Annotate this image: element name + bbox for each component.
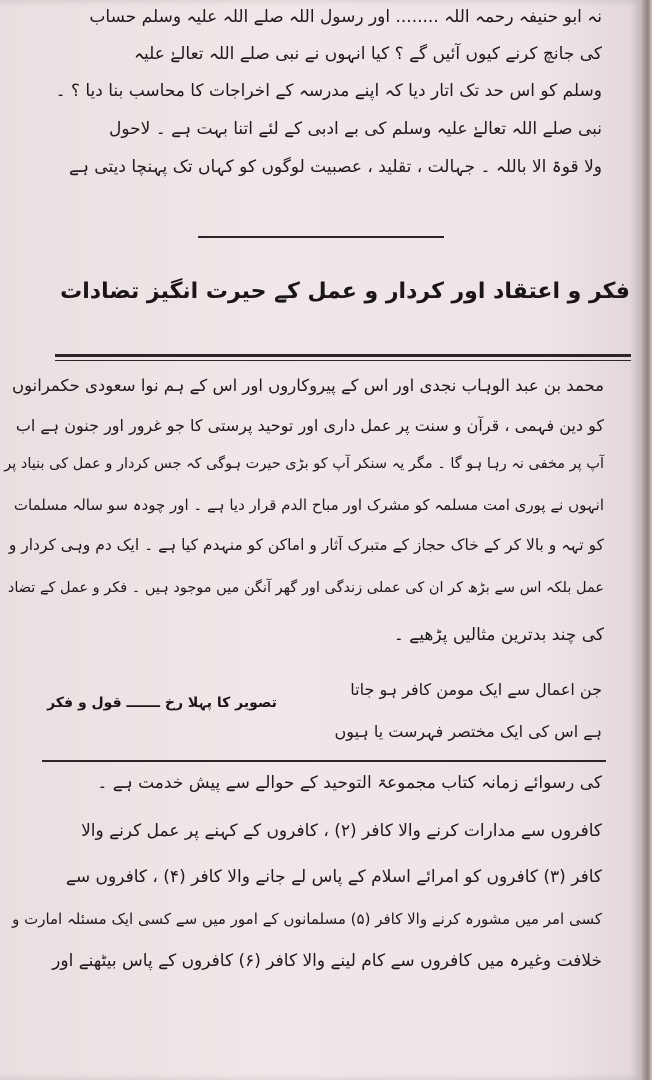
page-edge <box>642 0 652 1080</box>
subheading: تصویر کا پہلا رخ ـــــــ قول و فکر <box>47 695 277 711</box>
intro-line: نہ ابو حنیفہ رحمہ اللہ ........ اور رسول اللہ صلے اللہ علیہ وسلم حساب <box>89 7 602 27</box>
body-line: انہوں نے پوری امت مسلمہ کو مشرک اور مباح الدم قرار دیا ہے ۔ اور چودہ سو سالہ مسلمات <box>13 496 604 514</box>
body-line: کی چند بدترین مثالیں پڑھیے ۔ <box>393 625 604 645</box>
body-line: محمد بن عبد الوہاب نجدی اور اس کے پیروکاروں اور اس کے ہم نوا سعودی حکمرانوں <box>12 376 604 395</box>
title-underline-thin <box>55 360 631 361</box>
body-line: کو تہہ و بالا کر کے خاک حجاز کے متبرک آثار و اماکن کو منہدم کیا ہے ۔ ایک دم وہی کردار و <box>8 536 604 554</box>
subhead-note-line: جن اعمال سے ایک مومن کافر ہو جاتا <box>350 680 602 699</box>
subhead-note-line: ہے اس کی ایک مختصر فہرست یا ہیوں <box>334 722 602 741</box>
list-line: خلافت وغیرہ میں کافروں سے کام لینے والا کافر (۶) کافروں کے پاس بیٹھنے اور <box>52 951 602 971</box>
body-line: آپ پر مخفی نہ رہا ہو گا ۔ مگر یہ سنکر آپ کو بڑی حیرت ہوگی کہ جس کردار و عمل کی بنیاد پر <box>4 456 604 472</box>
body-line: عمل بلکہ اس سے بڑھ کر ان کی عملی زندگی اور گھر آنگن میں موجود ہیں ۔ فکر و عمل کے تضاد <box>7 580 604 596</box>
section-divider <box>198 236 444 238</box>
list-line: کافروں سے مدارات کرنے والا کافر (۲) ، کافروں کے کہنے پر عمل کرنے والا <box>81 821 602 841</box>
body-line: کو دین فہمی ، قرآن و سنت پر عمل داری اور توحید پرستی کا جو غرور اور جنون ہے اب <box>15 416 604 435</box>
list-line: کسی امر میں مشورہ کرنے والا کافر (۵) مسلمانوں کے امور میں سے کسی ایک مسئلہ امارت و <box>12 910 602 928</box>
intro-line: نبی صلے اللہ تعالےٰ علیہ وسلم کی بے ادبی کے لئے اتنا بہت ہے ۔ لاحول <box>109 119 602 139</box>
intro-line: ولا قوۃ الا باللہ ۔ جہالت ، تقلید ، عصبیت لوگوں کو کہاں تک پہنچا دیتی ہے <box>68 157 602 177</box>
list-line: کی رسوائے زمانہ کتاب مجموعۃ التوحید کے حوالے سے پیش خدمت ہے ۔ <box>97 773 602 793</box>
intro-line: وسلم کو اس حد تک اتار دیا کہ اپنے مدرسہ کے اخراجات کا محاسب بنا دیا ؟ ۔ <box>55 81 602 101</box>
section-title: فکر و اعتقاد اور کردار و عمل کے حیرت انگیز تضادات <box>60 279 630 304</box>
title-underline <box>55 354 631 357</box>
list-line: کافر (۳) کافروں کو امرائے اسلام کے پاس لے جانے والا کافر (۴) ، کافروں سے <box>65 867 602 887</box>
subheading-underline <box>42 760 606 762</box>
intro-line: کی جانچ کرنے کیوں آئیں گے ؟ کیا انہوں نے نبی صلے اللہ تعالےٰ علیہ <box>133 44 602 64</box>
